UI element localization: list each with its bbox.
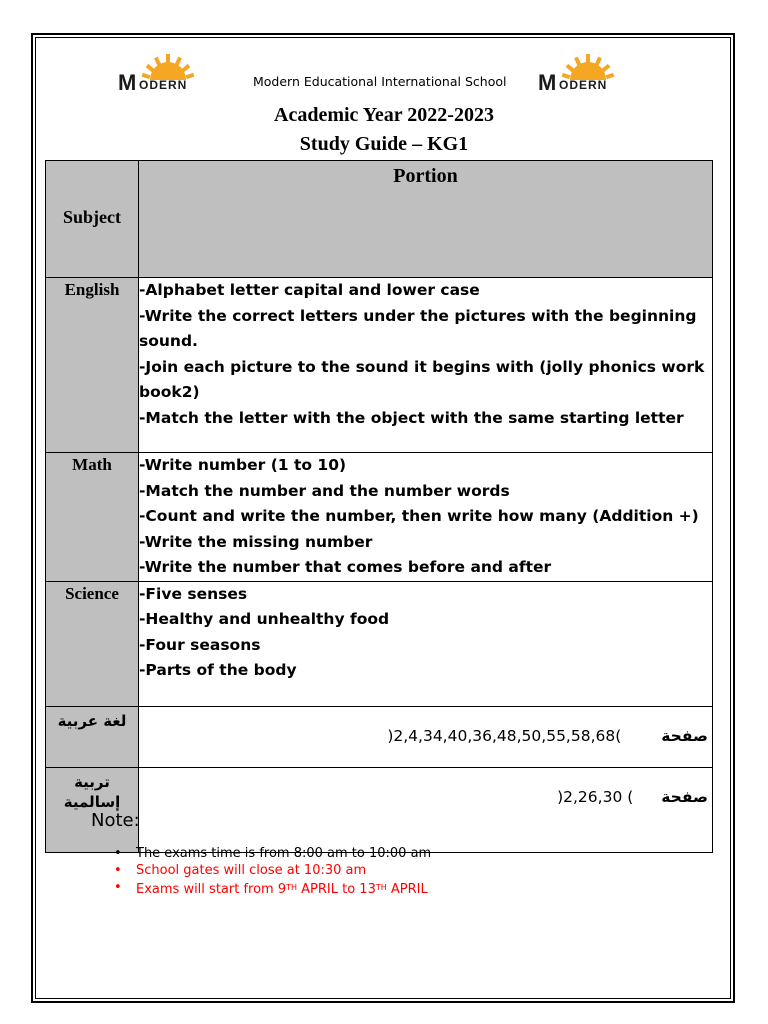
portion-line: -Healthy and unhealthy food [139,610,390,628]
portion-line: -Match the number and the number words [139,481,510,500]
portion-science [139,581,713,706]
svg-text:ODERN: ODERN [559,78,608,92]
portion-math [139,453,713,582]
portion-column-header: Portion [139,161,713,278]
islamic-page-numbers: )2,26,30 ( [557,787,634,806]
svg-text:M: M [538,70,557,94]
portion-line: -Five senses [139,584,248,603]
document-header [0,52,768,98]
svg-text:ODERN: ODERN [139,78,188,92]
school-name: Modern Educational International School [253,74,507,89]
portion-line: -Parts of the body [139,661,297,679]
islamic-page-word: صفحة [661,787,708,806]
subject-science: Science [65,583,119,603]
portion-arabic [139,706,713,767]
portion-line: -Write the number that comes before and after [139,558,552,576]
subject-islamic: تربية إسالمية [63,772,121,811]
arabic-pages [387,727,708,745]
note-text: Exams will start from 9 [136,882,287,897]
note-item-exam-time: • The exams time is from 8:00 am to 10:00 am [110,845,431,862]
modern-logo-left [118,52,228,94]
note-label: Note: [91,810,140,831]
table-row-arabic [46,706,713,767]
portion-line: -Four seasons [139,635,261,654]
svg-text:M: M [118,70,137,94]
portion-line: -Write number (1 to 10) [139,456,347,474]
ordinal-suffix: TH [375,883,387,892]
table-row-english [46,278,713,453]
islamic-pages [557,788,708,806]
table-header-row [46,161,713,278]
subject-math: Math [72,455,112,474]
table-row-islamic [46,767,713,852]
portion-line: -Write the missing number [139,532,373,551]
subject-english: English [64,280,120,299]
portion-line: -Alphabet letter capital and lower case [139,281,480,299]
arabic-page-numbers: )2,4,34,40,36,48,50,55,58,68( [387,726,622,745]
ordinal-suffix: TH [286,883,298,892]
table-row-science [46,581,713,706]
note-item-gates: • School gates will close at 10:30 am [110,862,431,879]
notes-list [110,845,431,898]
note-text: APRIL [386,882,428,897]
portion-line: -Write the correct letters under the pictures with the beginning sound. [139,306,697,350]
academic-year-title: Academic Year 2022-2023 [274,104,494,126]
subject-arabic: لغة عربية [57,711,127,730]
study-guide-title: Study Guide – KG1 [299,133,469,155]
portion-line: -Match the letter with the object with the same starting letter [139,408,684,427]
table-row-math [46,453,713,582]
portion-english [139,278,713,453]
note-item-exam-dates [110,879,431,898]
portion-line: -Count and write the number, then write how many (Addition +) [139,507,699,525]
study-guide-table [45,160,713,853]
portion-line: -Join each picture to the sound it begins with (jolly phonics work book2) [139,357,705,401]
portion-islamic [139,767,713,852]
arabic-page-word: صفحة [661,726,708,745]
modern-logo-right [538,52,648,94]
subject-column-header: Subject [46,161,139,278]
note-text: APRIL to 13 [297,882,376,897]
